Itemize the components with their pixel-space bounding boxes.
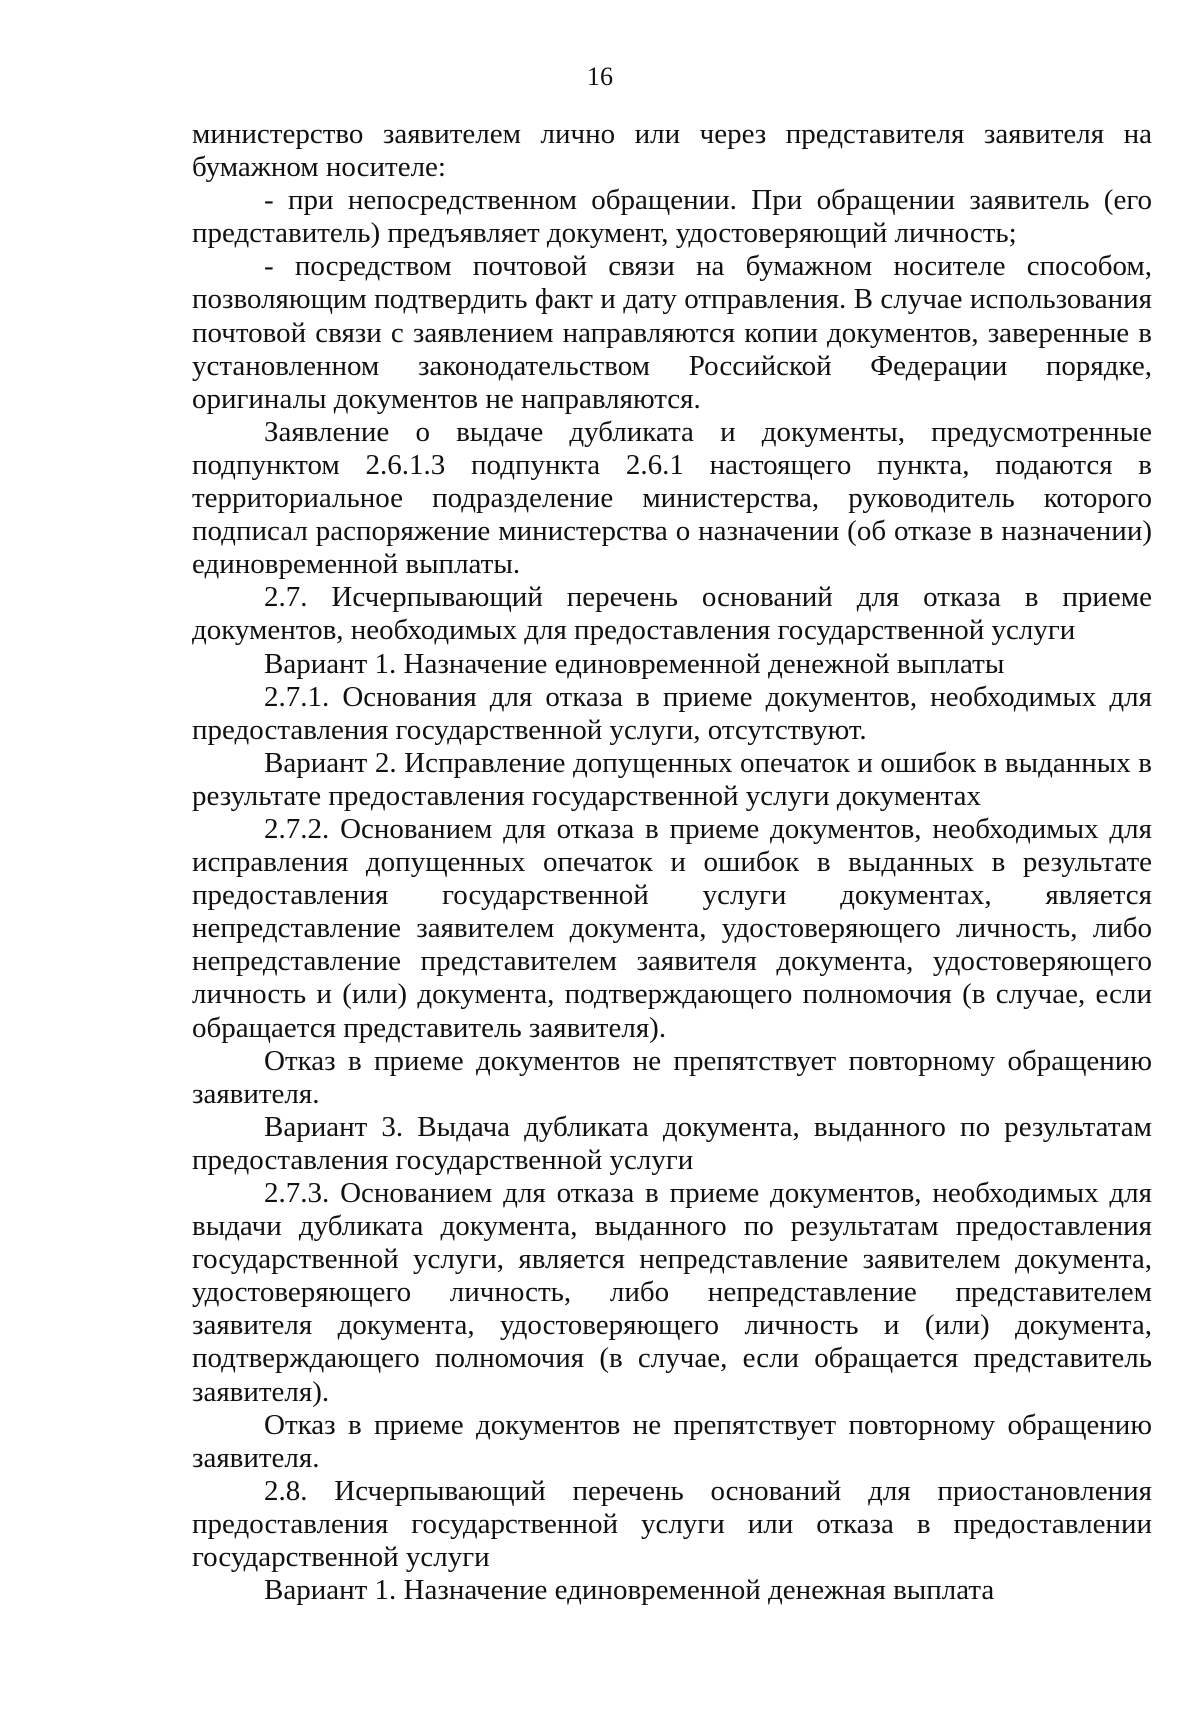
section-heading-2-8: 2.8. Исчерпывающий перечень оснований для приостановления предоставления государственной услуги или отказа в предоставлении государственной услуги [192, 1474, 1152, 1574]
paragraph-2-7-2: 2.7.2. Основанием для отказа в приеме документов, необходимых для исправления допущенных опечаток и ошибок в выданных в результате предоставления государственной услуги документах, является непредставление заявителем документа, удостоверяющего личность, либо непредставление представителем заявителя документа, удостоверяющего личность и (или) документа, подтверждающего полномочия (в случае, если обращается представитель заявителя). [192, 812, 1152, 1044]
paragraph-continuation: министерство заявителем лично или через представителя заявителя на бумажном носителе: [192, 118, 1152, 184]
variant-heading-1-repeat: Вариант 1. Назначение единовременной денежная выплата [264, 1574, 995, 1607]
paragraph-duplicate-application: Заявление о выдаче дубликата и документы, предусмотренные подпунктом 2.6.1.3 подпункта 2.6.1 настоящего пункта, подаются в территориальное подразделение министерства, руководитель которого подписал распоряжение министерства о назначении (об отказе в назначении) единовременной выплаты. [192, 415, 1152, 581]
page-number: 16 [587, 62, 613, 91]
variant-heading-2: Вариант 2. Исправление допущенных опечаток и ошибок в выданных в результате предоставления государственной услуги документах [192, 746, 1152, 812]
paragraph-in-person: - при непосредственном обращении. При обращении заявитель (его представитель) предъявляет документ, удостоверяющий личность; [192, 184, 1152, 250]
section-heading-2-7: 2.7. Исчерпывающий перечень оснований для отказа в приеме документов, необходимых для предоставления государственной услуги [192, 581, 1152, 647]
paragraph-by-post: - посредством почтовой связи на бумажном носителе способом, позволяющим подтвердить факт и дату отправления. В случае использования почтовой связи с заявлением направляются копии документов, заверенные в установленном законодательством Российской Федерации порядке, оригиналы документов не направляются. [192, 250, 1152, 415]
paragraph-2-7-3: 2.7.3. Основанием для отказа в приеме документов, необходимых для выдачи дубликата документа, выданного по результатам предоставления государственной услуги, является непредставление заявителем документа, удостоверяющего личность, либо непредставление представителем заявителя документа, удостоверяющего личность и (или) документа, подтверждающего полномочия (в случае, если обращается представитель заявителя). [192, 1177, 1152, 1408]
variant-heading-1: Вариант 1. Назначение единовременной денежной выплаты [264, 647, 1005, 680]
paragraph-2-7-1: 2.7.1. Основания для отказа в приеме документов, необходимых для предоставления государственной услуги, отсутствуют. [192, 680, 1152, 746]
variant-heading-3: Вариант 3. Выдача дубликата документа, выданного по результатам предоставления государственной услуги [192, 1110, 1152, 1176]
paragraph-refusal-note-2: Отказ в приеме документов не препятствует повторному обращению заявителя. [192, 1408, 1152, 1474]
paragraph-refusal-note-1: Отказ в приеме документов не препятствует повторному обращению заявителя. [192, 1044, 1152, 1110]
document-body [192, 118, 1152, 1607]
